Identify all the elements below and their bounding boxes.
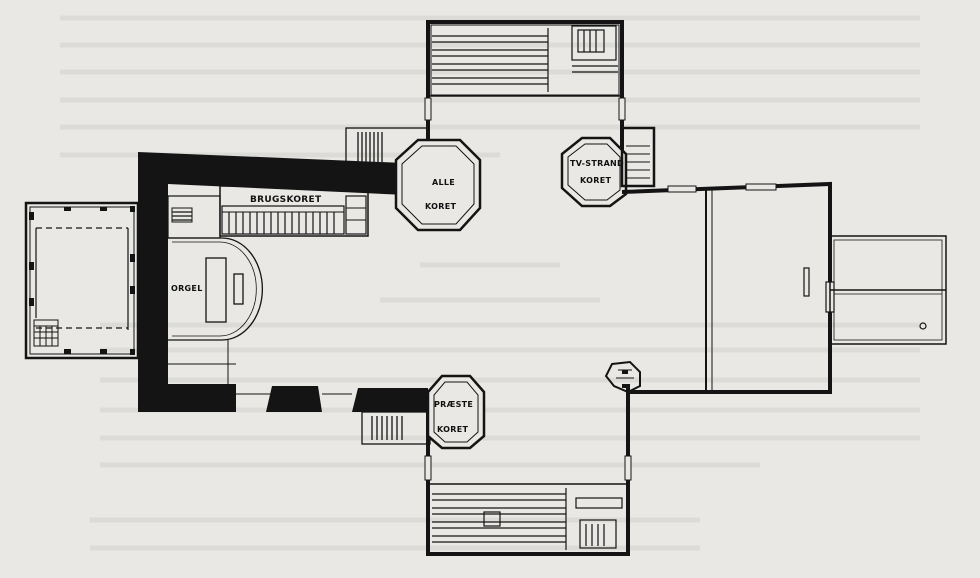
praeste-koret-chapel [428,376,484,448]
west-porch [26,203,138,358]
label-praeste-line1: PRÆSTE [434,400,474,409]
nave-interior [168,196,220,238]
label-orgel: ORGEL [171,284,203,293]
east-chancel [622,184,834,392]
label-tvstrand-line1: TV-STRAND [570,159,624,168]
bleed-through-text [60,18,920,548]
gallery-brudgeskoret [220,186,368,236]
label-brudgeskoret: BRUGSKORET [250,195,322,205]
east-annex [830,236,946,344]
north-pews [432,26,618,92]
label-praeste-line2: KORET [437,425,469,434]
label-tvstrand-line2: KORET [580,176,612,185]
label-alle-line1: ALLE [432,178,456,187]
porch-stair-icon [34,320,58,346]
tvstrand-koret-chapel [562,138,626,206]
west-walls [138,152,428,412]
label-alle-line2: KORET [425,202,457,211]
